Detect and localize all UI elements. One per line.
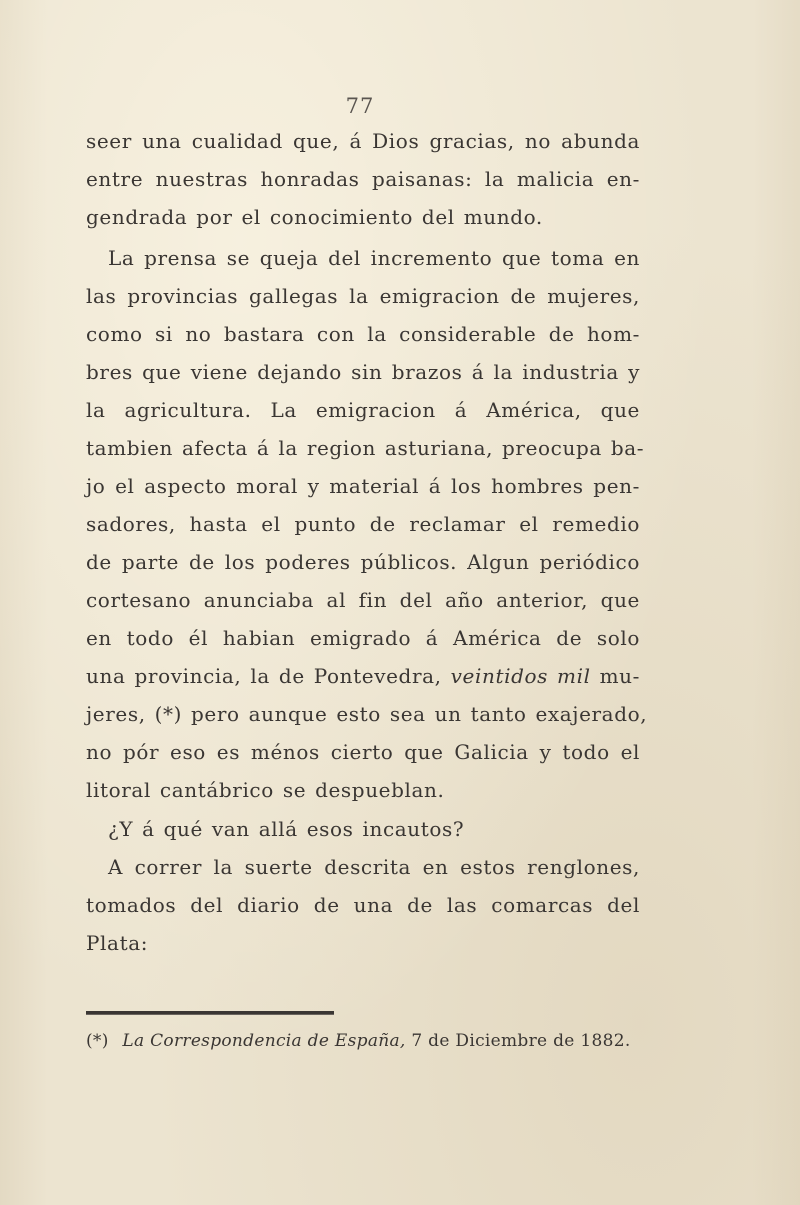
text-line: como si no bastara con la considerable de hom- — [86, 322, 640, 346]
text-line: bres que viene dejando sin brazos á la industria y — [86, 360, 640, 384]
text-line: A correr la suerte descrita en estos renglones, — [108, 855, 640, 879]
text-line: litoral cantábrico se despueblan. — [86, 778, 445, 802]
text-line: sadores, hasta el punto de reclamar el remedio — [86, 512, 640, 536]
text-line: en todo él habian emigrado á América de solo — [86, 626, 640, 650]
text-line: ¿Y á qué van allá esos incautos? — [108, 817, 465, 841]
text-line: no pór eso es ménos cierto que Galicia y todo el — [86, 740, 640, 764]
text-line: las provincias gallegas la emigracion de mujeres, — [86, 284, 640, 308]
text-line: gendrada por el conocimiento del mundo. — [86, 205, 543, 229]
text-line: tambien afecta á la region asturiana, preocupa ba- — [86, 436, 645, 460]
text-line: seer una cualidad que, á Dios gracias, no abunda — [86, 129, 640, 153]
footnote-date: 7 de Diciembre de 1882. — [411, 1031, 631, 1051]
footnote-mark: (*) — [86, 1031, 109, 1051]
italic-figure: veintidos mil — [450, 664, 591, 688]
text-line: de parte de los poderes públicos. Algun periódico — [86, 550, 640, 574]
page-number: 77 — [345, 94, 375, 118]
text-line: jeres, (*) pero aunque esto sea un tanto exajerado, — [86, 702, 648, 726]
footnote-rule — [86, 1011, 334, 1015]
text-line: La prensa se queja del incremento que toma en — [108, 246, 640, 270]
footnote-source: La Correspondencia de España, — [122, 1031, 406, 1051]
text-segment: mu- — [599, 664, 641, 688]
footnote — [86, 1028, 640, 1054]
text-line: jo el aspecto moral y material á los hombres pen- — [86, 474, 640, 498]
text-line: tomados del diario de una de las comarcas del — [86, 893, 640, 917]
text-line: Plata: — [86, 931, 149, 955]
text-line: cortesano anunciaba al fin del año anterior, que — [86, 588, 640, 612]
text-line-mixed — [86, 661, 640, 691]
text-line: la agricultura. La emigracion á América, que — [86, 398, 640, 422]
text-line: entre nuestras honradas paisanas: la malicia en- — [86, 167, 640, 191]
text-segment: una provincia, la de Pontevedra, — [86, 664, 442, 688]
